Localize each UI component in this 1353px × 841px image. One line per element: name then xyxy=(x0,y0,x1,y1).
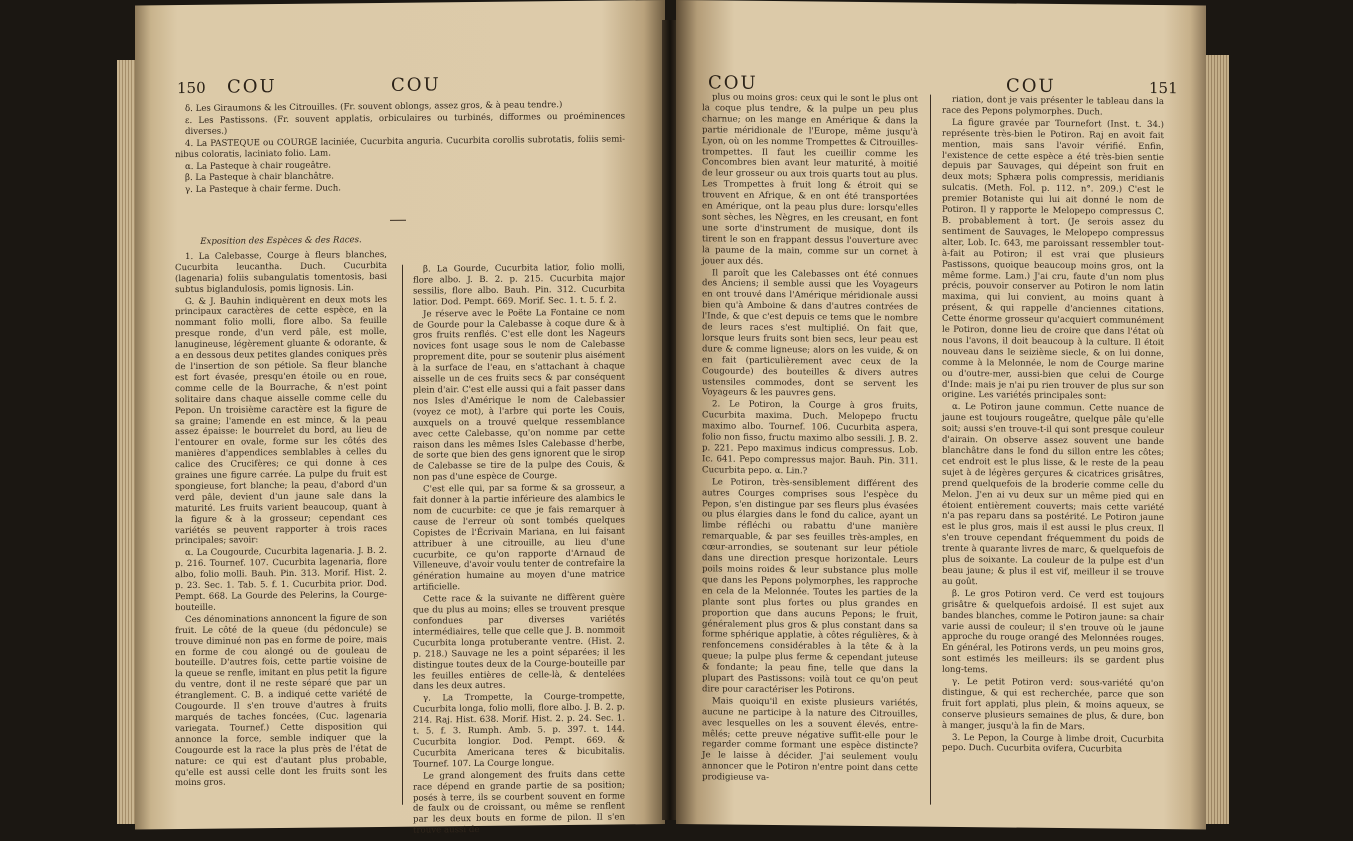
paragraph: C'est elle qui, par sa forme & sa grosseur, a fait donner à la partie inférieure des alambics le nom de cucurbite: ce que je fais remarquer à cause de l'erreur où sont tombés quelques Copistes de l'Écrivain Mariana, en lui faisant attribuer à une citrouille, au lieu d'une cucurbite, ce qu'on rapporte d'Arnaud de Villeneuve, d'avoir voulu tenter de contrefaire la génération humaine au moyen d'une matrice artificielle. xyxy=(413,482,625,593)
paragraph: γ. La Trompette, la Courge-trompette, Cucurbita longa, folio molli, flore albo. J. B. 2. p. 214. Raj. Hist. 638. Morif. Hist. 2. p. 24. Sec. 1. t. 5. f. 3. Rumph. Amb. 5. p. 397. t. 144. Cucurbita longior. Dod. Pempt. 669. & Cucurbita Americana teres & bicubitalis. Tournef. 107. La Courge longue. xyxy=(413,691,625,770)
paragraph: β. La Gourde, Cucurbita latior, folio molli, flore albo. J. B. 2. p. 215. Cucurbita major sessilis, flore albo. Bauh. Pin. 312. Cucurbita latior. Dod. Pempt. 669. Morif. Sec. 1. t. 5. f. 2. xyxy=(413,262,625,308)
paragraph: Il paroît que les Calebasses ont été connues des Anciens; il semble aussi que les Voyageurs en ont trouvé dans l'Amérique méridionale aussi bien qu'à Amboine & dans d'autres contrées de l'Inde, & que c'est depuis ce tems que le nombre de leurs races s'est multiplié. On fait que, lorsque leurs fruits sont bien secs, leur peau est dure & comme ligneuse; alors on les vuide, & on en fait (particulièrement avec ceux de la Cougourde) des bouteilles & divers autres ustensiles commodes, dont se servent les Voyageurs & les pauvres gens. xyxy=(702,267,918,400)
paragraph: Mais quoiqu'il en existe plusieurs variétés, aucune ne participe à la nature des Citrouilles, avec lesquelles on les a souvent élevés, entre-mêlés; cette preuve négative suffit-elle pour le regarder comme formant une espèce distincte? Je le laisse à décider. J'ai seulement voulu annoncer que le Potiron n'entre point dans cette prodigieuse va- xyxy=(702,696,918,784)
running-head: COU xyxy=(1006,75,1056,97)
paragraph: α. Le Potiron jaune commun. Cette nuance de jaune est toujours rougeâtre, quelque pâle qu'elle soit; aussi s'en trouve-t-il qui sont presque couleur d'airain. On observe assez souvent une bande blanchâtre dans le fond du sillon entre les côtes; cet endroit est le plus lisse, & le reste de la peau sujet à de légères gerçures & cicatrices grisâtres, prend quelquefois de la broderie comme celle du Melon. J'en ai vu deux sur un même pied qui en étoient entièrement couverts; mais cette variété n'a pas reparu dans sa postérité. Le Potiron jaune est le plus gros, mais il est aussi le plus creux. Il s'en trouve cependant fréquemment du poids de trente à quarante livres de marc, & quelquefois de plus de soixante. La couleur de la pulpe est d'un beau jaune; & plus il est vif, meilleur il se trouve au goût. xyxy=(942,402,1164,588)
paragraph: ε. Les Pastissons. (Fr. souvent applatis, orbiculaires ou turbinés, difformes ou proéminences diverses.) xyxy=(185,111,625,137)
paragraph: α. La Pasteque à chair rougeâtre. xyxy=(185,160,331,172)
paragraph: γ. La Pasteque à chair ferme. Duch. xyxy=(185,183,341,196)
paragraph: δ. Les Giraumons & les Citrouilles. (Fr. souvent oblongs, assez gros, & à peau tendre.) xyxy=(185,100,563,115)
paragraph: plus ou moins gros: ceux qui le sont le plus ont la coque plus tendre, & la pulpe un peu plus charnue; on les mange en Amérique & dans la partie méridionale de l'Europe, même jusqu'à Lyon, où on les nomme Trompettes & Citrouilles-trompettes. Il faut les cueillir comme les Concombres bien avant leur maturité, à moitié de leur grosseur ou aux trois quarts tout au plus. Les Trompettes à fruit long & étroit qui se trouvent en Afrique, & en ont été transportées en Amérique, ont la peau plus dure: lorsqu'elles sont sèches, les Nègres, en les creusant, en font une sorte d'instrument de musique, dont ils tirent le son en frappant dessus l'ouverture avec la paume de la main, comme sur un cornet à jouer aux dés. xyxy=(702,92,918,267)
paragraph: 1. La Calebasse, Courge à fleurs blanches, Cucurbita leucantha. Duch. Cucurbita (lagenaria) foliis subangulatis tomentosis, basi subtus biglandulosis, pomis lignosis. Lin. xyxy=(175,249,387,295)
paragraph: 4. La PASTEQUE ou COURGE laciniée, Cucurbita anguria. Cucurbita corollis subrotatis, foliis semi-nibus coloratis, laciniato folio. Lam. xyxy=(175,134,625,160)
column-left xyxy=(175,229,387,791)
paragraph: riation, dont je vais présenter le tableau dans la race des Pepons polymorphes. Duch. xyxy=(942,94,1164,118)
paragraph: β. La Pasteque à chair blanchâtre. xyxy=(185,171,334,184)
page-number: 150 xyxy=(177,78,206,98)
paragraph: 3. Le Pepon, la Courge à limbe droit, Cucurbita pepo. Duch. Cucurbita ovifera, Cucurbita xyxy=(942,732,1164,756)
section-title: Exposition des Espèces & des Races. xyxy=(200,235,362,247)
paragraph: α. La Cougourde, Cucurbita lagenaria. J. B. 2. p. 216. Tournef. 107. Cucurbita lagenaria, flore albo, folio molli. Bauh. Pin. 313. Morif. Hist. 2. p. 23. Sec. 1. Tab. 5. f. 1. Cucurbita prior. Dod. Pempt. 668. La Gourde des Pelerins, la Courge-bouteille. xyxy=(175,546,387,614)
column-rule xyxy=(930,95,931,805)
paragraph: Le grand alongement des fruits dans cette race dépend en grande partie de sa position; posés à terre, ils se courbent souvent en forme de faulx ou de croissant, ou même se renflent par les deux bouts en forme de pilon. Il s'en trouve aussi de xyxy=(413,769,625,836)
right-page-edges xyxy=(1203,55,1229,824)
column-right xyxy=(942,95,1164,758)
column-left xyxy=(702,92,918,786)
paragraph: 2. Le Potiron, la Courge à gros fruits, Cucurbita maxima. Duch. Melopepo fructu maximo albo. Tournef. 106. Cucurbita aspera, folio non fisso, fructu maximo albo sessili. J. B. 2. p. 221. Pepo maximus indicus compressus. Lob. Ic. 641. Pepo compressus major. Bauh. Pin. 311. Cucurbita pepo. α. Lin.? xyxy=(702,399,918,477)
running-head: COU xyxy=(708,72,758,94)
separator xyxy=(390,220,406,221)
paragraph: Ces dénominations annoncent la figure de son fruit. Le côté de la queue (du pédoncule) se trouve diminué non pas en forme de poire, mais en forme de cou alongé ou de gouleau de bouteille. D'autres fois, cette partie voisine de la queue se renfle, imitant en plus petit la figure du ventre, dont il ne reste séparé que par un étranglement. C. B. a indiqué cette variété de Cougourde. Il s'en trouve d'autres à fruits marqués de taches foncées, (Cuc. lagenaria variegata. Tournef.) Cette disposition qui annonce la force, semble indiquer que la Cougourde est la race la plus près de l'état de nature: ce qui est d'autant plus probable, qu'elle est aussi celle dont les fruits sont les moins gros. xyxy=(175,612,387,789)
paragraph: La figure gravée par Tournefort (Inst. t. 34.) représente très-bien le Potiron. Raj en avoit fait mention, mais sans l'avoir vérifié. Enfin, l'existence de cette espèce a été très-bien sentie depuis par Sauvages, qui dépeint son fruit en deux mots; Sphæra polis compressis, meridianis sulcatis. (Meth. Fol. p. 112. n°. 209.) C'est le premier Botaniste qui lui ait donné le nom de Potiron. Il y rapporte le Melopepo compressus C. B. probablement à tort. (Je serois assez du sentiment de Sauvages, le Melopepo compressus alter, Lob. Ic. 643, me paroissant ressembler tout-à-fait au Potiron; il est vrai que plusieurs Pastissons, quoique beaucoup moins gros, ont la même forme. Lam.) J'ai cru, faute d'un nom plus précis, pouvoir conserver au Potiron le nom latin maxima, qui lui convient, au moins quant à présent, & qui rappelle d'anciennes citations. Cette énorme grosseur qu'acquiert communément le Potiron, donne lieu de croire que dans l'état où nous l'avons, il doit beaucoup à la culture. Il étoit nouveau dans le seizième siecle, & on lui donne, comme à la Melonnée, le nom de Courge marine ou d'outre-mer, aussi-bien que celui de Courge d'Inde: mais je n'ai pu rien trouver de plus sur son origine. Les variétés principales sont: xyxy=(942,117,1164,402)
paragraph: Cette race & la suivante ne diffèrent guère que du plus au moins; elles se trouvent presque confondues par diverses variétés intermédiaires, telle que celle que J. B. nommoit Cucurbita longa protuberante ventre. (Hist. 2. p. 218.) Sauvage ne les a point séparées; il les distingue toutes deux de la Courge-bouteille par les feuilles entières de celle-là, & dentelées dans les deux autres. xyxy=(413,592,625,693)
column-right xyxy=(413,262,625,837)
running-head: COU xyxy=(391,74,441,96)
page-number: 151 xyxy=(1149,78,1178,98)
right-page xyxy=(676,0,1206,830)
paragraph: γ. Le petit Potiron verd: sous-variété qu'on distingue, & qui est recherchée, parce que son fruit fort applati, plus plein, & moins aqueux, se conserve plusieurs semaines de plus, & dure, bon à manger, jusqu'à la fin de Mars. xyxy=(942,676,1164,732)
paragraph: Le Potiron, très-sensiblement différent des autres Courges comprises sous l'espèce du Pepon, s'en distingue par ses fleurs plus évasées ou plus élargies dans le fond du calice, ayant un limbe réfléchi ou rabattu d'une manière remarquable, & par ses feuilles très-amples, en cœur-arrondies, se soutenant sur leur pétiole dans une direction presque horizontale. Leurs poils moins roides & leur substance plus molle que dans les Pepons polymorphes, les rapproche en cela de la Melonnée. Toutes les parties de la plante sont plus fortes ou plus grandes en proportion que dans aucuns Pepons; le fruit, généralement plus gros & plus constant dans sa forme sphérique applatie, à côtes régulières, & à renfoncemens considérables à la tête & à la queue; la pulpe plus ferme & cependant juteuse & fondante; la peau fine, telle que dans la plupart des Pastissons: voilà tout ce qu'on peut dire pour caractériser les Potirons. xyxy=(702,477,918,696)
paragraph: β. Le gros Potiron verd. Ce verd est toujours grisâtre & quelquefois ardoisé. Il est sujet aux bandes blanches, comme le Potiron jaune: sa chair varie aussi de couleur; il s'en trouve où le jaune approche du rouge orangé des Melonnées rouges. En général, les Potirons verds, un peu moins gros, sont estimés les meilleurs: ils se gardent plus long-tems. xyxy=(942,588,1164,676)
paragraph: Je réserve avec le Poëte La Fontaine ce nom de Gourde pour la Calebasse à coque dure & à gros fruits renflés. C'est elle dont les Nageurs novices font usage sous le nom de Calebasse proprement dite, pour se soutenir plus aisément à la surface de l'eau, en s'attachant à chaque aisselle un de ces fruits secs & par conséquent plein d'air. C'est elle aussi qui a fait passer dans nos Isles d'Amérique le nom de Calebassier (voyez ce mot), à l'arbre qui porte les Couis, auxquels on a trouvé quelque ressemblance avec cette Calebasse, qu'on nomme par cette raison dans les mêmes Isles Calebasse d'herbe, de sorte que bien des gens ignorent que le sirop de Calebasse se tire de la pulpe des Couis, & non pas d'une espèce de Courge. xyxy=(413,307,625,483)
left-page xyxy=(135,0,665,836)
column-rule xyxy=(402,265,403,805)
running-head: COU xyxy=(227,76,277,98)
paragraph: G. & J. Bauhin indiquèrent en deux mots les principaux caractères de cette espèce, en la nommant folio molli, flore albo. Sa feuille presque ronde, d'un verd pâle, est molle, lanugineuse, légèrement gluante & odorante, & a en dessous deux petites glandes coniques près de l'insertion de son pétiole. Sa fleur blanche est fort évasée, presqu'en étoile ou en roue, comme celle de la Bourrache, & n'est point solitaire dans chaque aisselle comme celle du Pepon. Un troisième caractère est la figure de sa graine; l'amende en est mince, & la peau assez épaisse: le bourrelet du bord, au lieu de l'entourer en ovale, forme sur les côtés des manières d'appendices semblables à celles du calice des Crucifères; ce qui donne à ces graines une figure carrée. La pulpe du fruit est spongieuse, fort blanche; la peau, d'abord d'un verd pâle, devient d'un jaune sale dans la maturité. Les fruits varient beaucoup, quant à la figure & à la grosseur; cependant ces variétés se peuvent rapporter à trois races principales; savoir: xyxy=(175,294,387,547)
top-block xyxy=(175,99,625,197)
